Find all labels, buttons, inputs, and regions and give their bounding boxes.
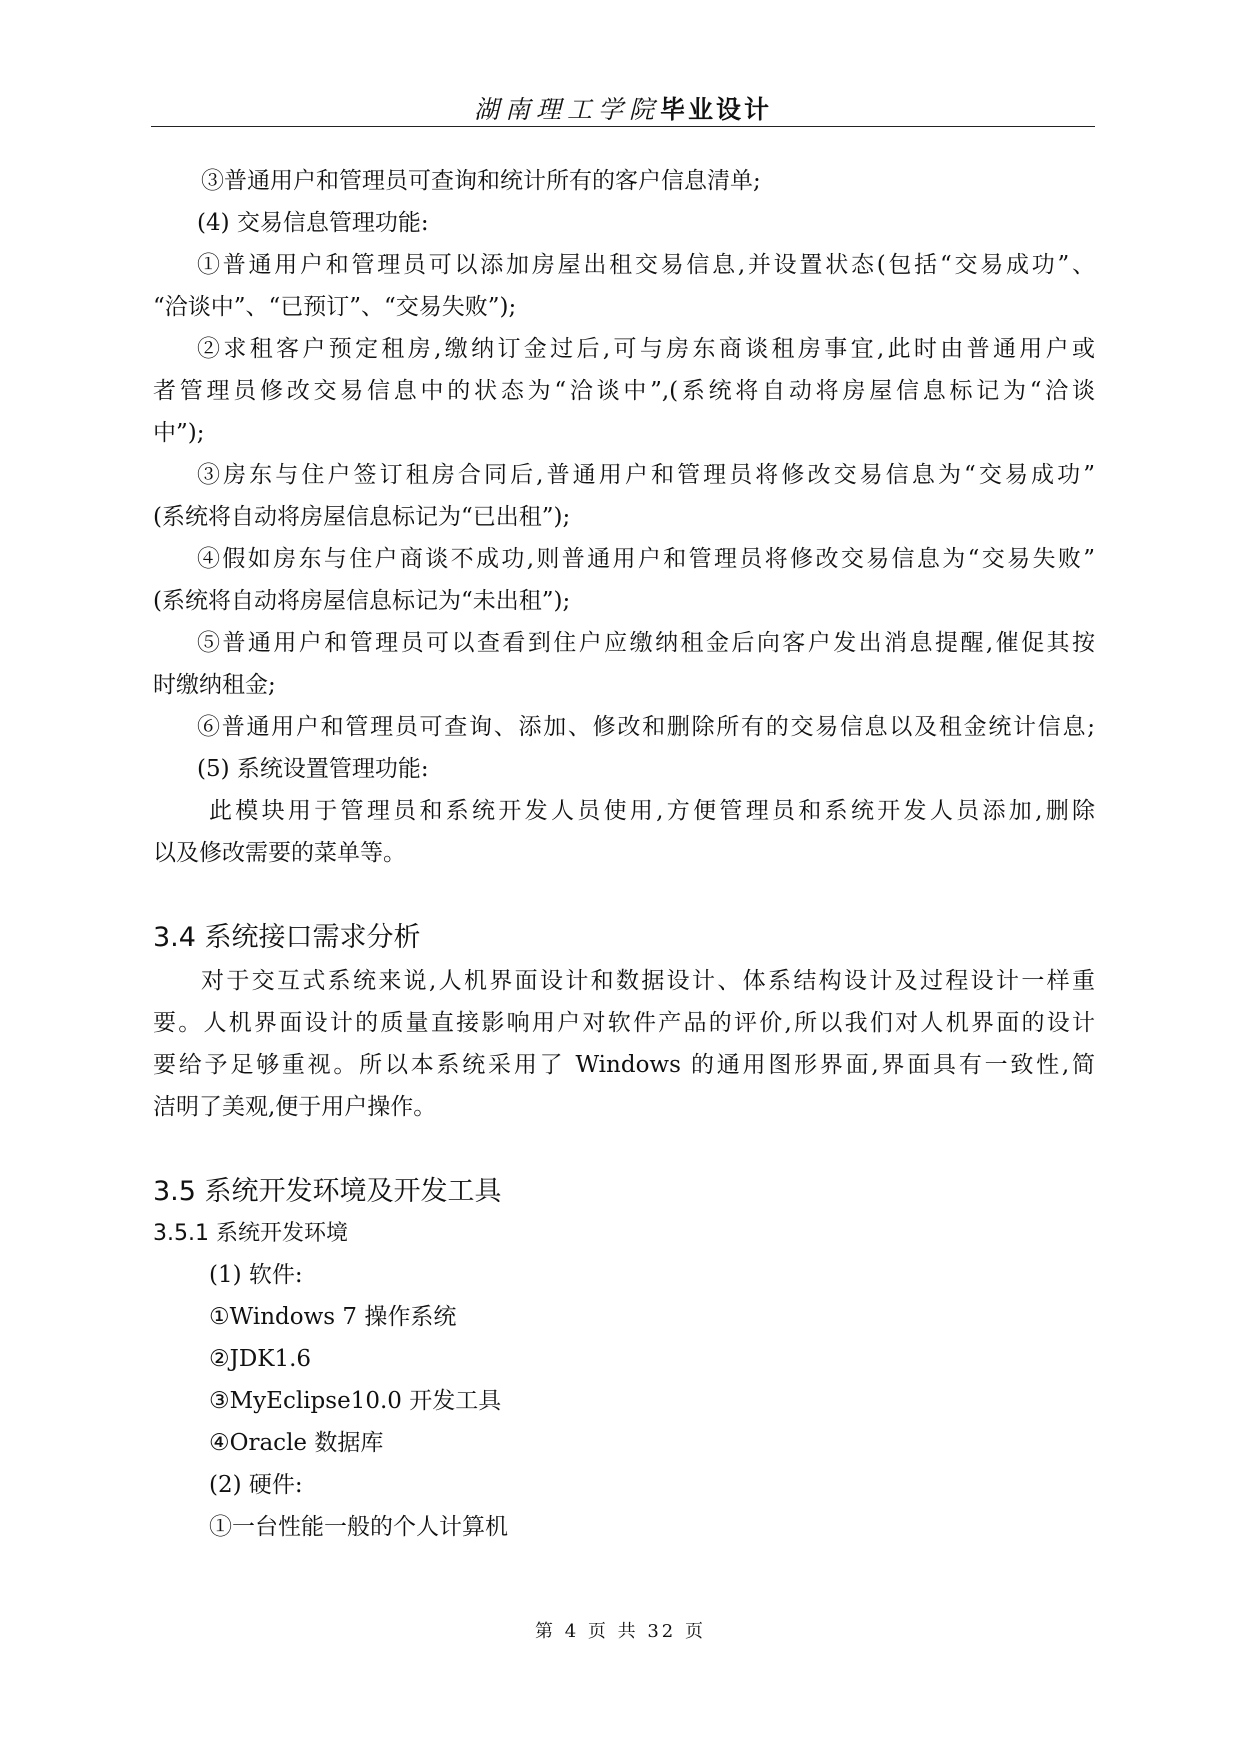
paragraph-line: (系统将自动将房屋信息标记为“未出租”); xyxy=(153,588,571,614)
page-number: 第 4 页 共 32 页 xyxy=(535,1621,706,1642)
paragraph-line: ⑥普通用户和管理员可查询、添加、修改和删除所有的交易信息以及租金统计信息; xyxy=(197,714,1095,740)
list-item: ③MyEclipse10.0 开发工具 xyxy=(209,1388,502,1414)
paragraph-line: 者管理员修改交易信息中的状态为“洽谈中”,(系统将自动将房屋信息标记为“洽谈 xyxy=(153,378,1095,404)
paragraph-line: 对于交互式系统来说,人机界面设计和数据设计、体系结构设计及过程设计一样重 xyxy=(201,968,1095,994)
school-name: 湖南理工学院 xyxy=(473,95,660,124)
paragraph-line: ①普通用户和管理员可以添加房屋出租交易信息,并设置状态(包括“交易成功”、 xyxy=(197,252,1095,278)
paragraph-line: ③普通用户和管理员可查询和统计所有的客户信息清单; xyxy=(201,168,761,194)
paragraph-line: 洁明了美观,便于用户操作。 xyxy=(153,1094,437,1120)
paragraph-line: “洽谈中”、“已预订”、“交易失败”); xyxy=(153,294,517,320)
paragraph-line: (系统将自动将房屋信息标记为“已出租”); xyxy=(153,504,571,530)
list-heading: (2) 硬件: xyxy=(209,1472,303,1498)
paragraph-line: 以及修改需要的菜单等。 xyxy=(153,840,406,866)
subsection-heading: 3.5.1 系统开发环境 xyxy=(153,1221,348,1246)
spacer xyxy=(153,1128,1095,1170)
list-item: ④Oracle 数据库 xyxy=(209,1430,384,1456)
paragraph-line: ④假如房东与住户商谈不成功,则普通用户和管理员将修改交易信息为“交易失败” xyxy=(197,546,1095,572)
paragraph-line: 此模块用于管理员和系统开发人员使用,方便管理员和系统开发人员添加,删除 xyxy=(209,798,1095,824)
header-title-group xyxy=(151,90,1095,126)
list-heading: (1) 软件: xyxy=(209,1262,303,1288)
paragraph-line: 要。人机界面设计的质量直接影响用户对软件产品的评价,所以我们对人机界面的设计 xyxy=(153,1010,1095,1036)
paragraph-line: 时缴纳租金; xyxy=(153,672,276,698)
section-heading: 3.4 系统接口需求分析 xyxy=(153,922,421,953)
paragraph-line: ②求租客户预定租房,缴纳订金过后,可与房东商谈租房事宜,此时由普通用户或 xyxy=(197,336,1095,362)
list-item: ①一台性能一般的个人计算机 xyxy=(209,1514,508,1540)
page-header xyxy=(151,86,1095,127)
list-item: ①Windows 7 操作系统 xyxy=(209,1304,457,1330)
paragraph-line: 要给予足够重视。所以本系统采用了 Windows 的通用图形界面,界面具有一致性,简 xyxy=(153,1052,1095,1078)
spacer xyxy=(153,874,1095,916)
document-type: 毕业设计 xyxy=(660,95,773,124)
list-heading: (4) 交易信息管理功能: xyxy=(197,210,429,236)
paragraph-line: 中”); xyxy=(153,420,205,446)
page-content xyxy=(153,160,1095,1548)
list-heading: (5) 系统设置管理功能: xyxy=(197,756,429,782)
paragraph-line: ③房东与住户签订租房合同后,普通用户和管理员将修改交易信息为“交易成功” xyxy=(197,462,1095,488)
section-heading: 3.5 系统开发环境及开发工具 xyxy=(153,1176,502,1207)
paragraph-line: ⑤普通用户和管理员可以查看到住户应缴纳租金后向客户发出消息提醒,催促其按 xyxy=(197,630,1095,656)
list-item: ②JDK1.6 xyxy=(209,1346,312,1372)
